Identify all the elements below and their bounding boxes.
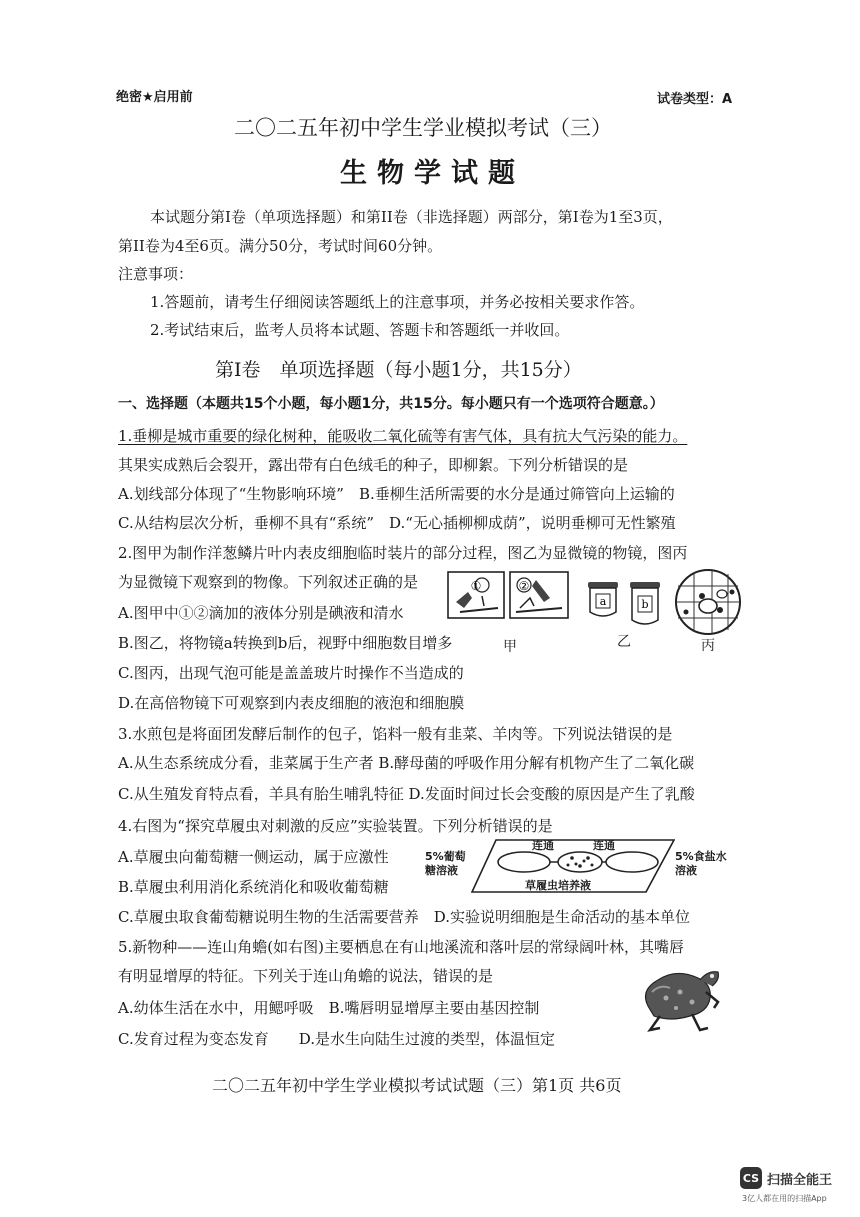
exam-title: 二〇二五年初中学生学业模拟考试（三） [234,116,612,140]
fig-label-jia: 甲 [503,639,517,655]
q1-stem-2: 其果实成熟后会裂开，露出带有白色绒毛的种子，即柳絮。下列分析错误的是 [118,456,629,474]
section-instruction: 一、选择题（本题共15个小题，每小题1分，共15分。每小题只有一个选项符合题意。） [118,396,664,412]
q2-option-d: D.在高倍物镜下可观察到内表皮细胞的液泡和细胞膜 [118,694,465,712]
q2-option-c: C.图丙，出现气泡可能是盖盖玻片时操作不当造成的 [118,664,464,682]
q4-stem: 4.右图为“探究草履虫对刺激的反应”实验装置。下列分析错误的是 [118,817,553,835]
mark-1: ① [470,579,482,593]
q5-stem-2: 有明显增厚的特征。下列关于连山角蟾的说法，错误的是 [118,967,494,985]
page-footer: 二〇二五年初中学生学业模拟考试试题（三）第1页 共6页 [212,1076,622,1095]
q3-options-ab: A.从生态系统成分看，韭菜属于生产者 B.酵母菌的呼吸作用分解有机物产生了二氧化碳 [118,754,695,772]
q2-stem-1: 2.图甲为制作洋葱鳞片叶内表皮细胞临时装片的部分过程，图乙为显微镜的物镜，图丙 [118,544,688,562]
q2-option-b: B.图乙，将物镜a转换到b后，视野中细胞数目增多 [118,634,453,652]
lens-a-label: a [599,595,607,608]
q4-options-cd: C.草履虫取食葡萄糖说明生物的生活需要营养 D.实验说明细胞是生命活动的基本单位 [118,908,690,926]
q1-options-cd: C.从结构层次分析，垂柳不具有“系统” D.“无心插柳柳成荫”，说明垂柳可无性繁殖 [118,514,676,532]
intro-line-2: 第II卷为4至6页。满分50分，考试时间60分钟。 [118,237,443,255]
q5-options-ab: A.幼体生活在水中，用鳃呼吸 B.嘴唇明显增厚主要由基因控制 [118,999,540,1017]
q5-options-cd: C.发育过程为变态发育 D.是水生向陆生过渡的类型，体温恒定 [118,1030,555,1048]
q1-options-ab: A.划线部分体现了“生物影响环境” B.垂柳生活所需要的水分是通过筛管向上运输的 [118,485,675,503]
secret-label: 绝密★启用前 [116,90,193,105]
scanner-watermark [740,1167,832,1189]
q2-stem-2: 为显微镜下观察到的物像。下列叙述正确的是 [118,573,419,591]
q1-stem-1: 1.垂柳是城市重要的绿化树种，能吸收二氧化硫等有害气体，具有抗大气污染的能力。 [118,427,688,445]
paper-type-label: 试卷类型：A [657,92,733,107]
q2-option-a: A.图甲中①②滴加的液体分别是碘液和清水 [118,604,404,622]
salt-label-2: 溶液 [675,864,697,877]
camscanner-logo: CS [740,1167,762,1189]
culture-label: 草履虫培养液 [525,879,591,892]
lens-b-label: b [641,598,649,611]
intro-line-1: 本试题分第Ⅰ卷（单项选择题）和第II卷（非选择题）两部分，第Ⅰ卷为1至3页， [150,208,673,226]
watermark-tagline: 3亿人都在用的扫描App [742,1194,827,1203]
link-label-2: 连通 [593,839,615,852]
subject-title: 生物学试题 [340,158,525,189]
q3-stem: 3.水煎包是将面团发酵后制作的包子，馅料一般有韭菜、羊肉等。下列说法错误的是 [118,725,673,743]
link-label-1: 连通 [532,839,554,852]
notes-title: 注意事项： [118,265,194,283]
section-title: 第Ⅰ卷 单项选择题（每小题1分，共15分） [215,359,582,381]
fig-label-bing: 丙 [701,638,715,654]
note-2: 2.考试结束后，监考人员将本试题、答题卡和答题纸一并收回。 [150,321,570,339]
q4-option-b: B.草履虫利用消化系统消化和吸收葡萄糖 [118,878,389,896]
microscope-view [676,570,740,634]
salt-label-1: 5%食盐水 [675,850,727,863]
q5-stem-1: 5.新物种——连山角蟾(如右图)主要栖息在有山地溪流和落叶层的常绿阔叶林，其嘴唇 [118,938,685,956]
toad-illustration [630,962,722,1034]
watermark-name: 扫描全能王 [767,1172,833,1188]
glucose-label-1: 5%葡萄 [425,850,466,863]
fig-label-yi: 乙 [617,634,631,650]
note-1: 1.答题前，请考生仔细阅读答题纸上的注意事项，并务必按相关要求作答。 [150,293,645,311]
glucose-label-2: 糖溶液 [425,864,458,877]
q4-option-a: A.草履虫向葡萄糖一侧运动，属于应激性 [118,848,389,866]
mark-2: ② [518,579,530,593]
q3-options-cd: C.从生殖发育特点看，羊具有胎生哺乳特征 D.发面时间过长会变酸的原因是产生了乳酸 [118,785,695,803]
